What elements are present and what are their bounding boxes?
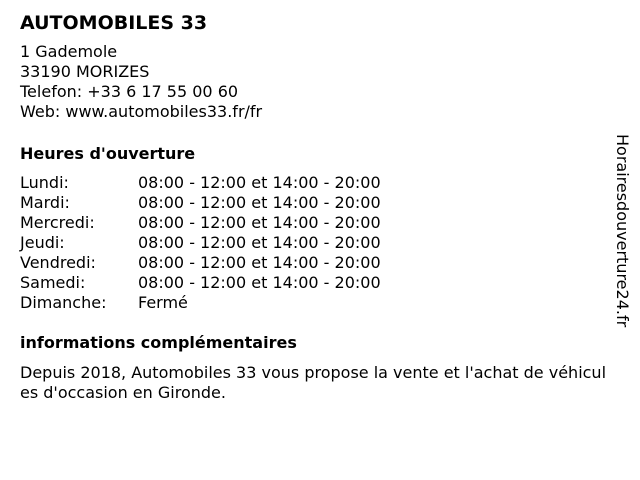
hours-row-friday [20,253,610,273]
web-label: Web: [20,102,61,121]
day-label: Jeudi: [20,233,65,252]
hours-value: 08:00 - 12:00 et 14:00 - 20:00 [138,273,381,292]
phone-number[interactable]: +33 6 17 55 00 60 [87,82,239,101]
phone-label: Telefon: [20,82,83,101]
hours-row-sunday [20,293,610,313]
hours-row-thursday [20,233,610,253]
hours-row-monday [20,173,610,193]
website-link[interactable]: www.automobiles33.fr/fr [65,102,263,121]
day-label: Mercredi: [20,213,95,232]
day-label: Dimanche: [20,293,107,312]
business-name: AUTOMOBILES 33 [20,12,208,34]
business-card [20,10,610,403]
additional-info-title: informations complémentaires [20,333,297,352]
web-line [20,102,610,122]
address-line-1: 1 Gademole [20,42,118,61]
hours-value: 08:00 - 12:00 et 14:00 - 20:00 [138,193,381,212]
hours-row-saturday [20,273,610,293]
opening-hours-title: Heures d'ouverture [20,144,196,163]
phone-line [20,82,610,102]
address-line-2: 33190 MORIZES [20,62,150,81]
hours-value: 08:00 - 12:00 et 14:00 - 20:00 [138,173,381,192]
day-label: Samedi: [20,273,86,292]
hours-row-wednesday [20,213,610,233]
day-label: Vendredi: [20,253,96,272]
hours-row-tuesday [20,193,610,213]
day-label: Lundi: [20,173,69,192]
opening-hours-list [20,173,610,313]
additional-info-text: Depuis 2018, Automobiles 33 vous propose la vente et l'achat de véhicules d'occasion en Gironde. [20,363,607,402]
day-label: Mardi: [20,193,70,212]
hours-value: 08:00 - 12:00 et 14:00 - 20:00 [138,233,381,252]
hours-value: 08:00 - 12:00 et 14:00 - 20:00 [138,253,381,272]
site-watermark: Horairesdouverture24.fr [613,134,632,328]
hours-value: Fermé [138,293,188,312]
hours-value: 08:00 - 12:00 et 14:00 - 20:00 [138,213,381,232]
